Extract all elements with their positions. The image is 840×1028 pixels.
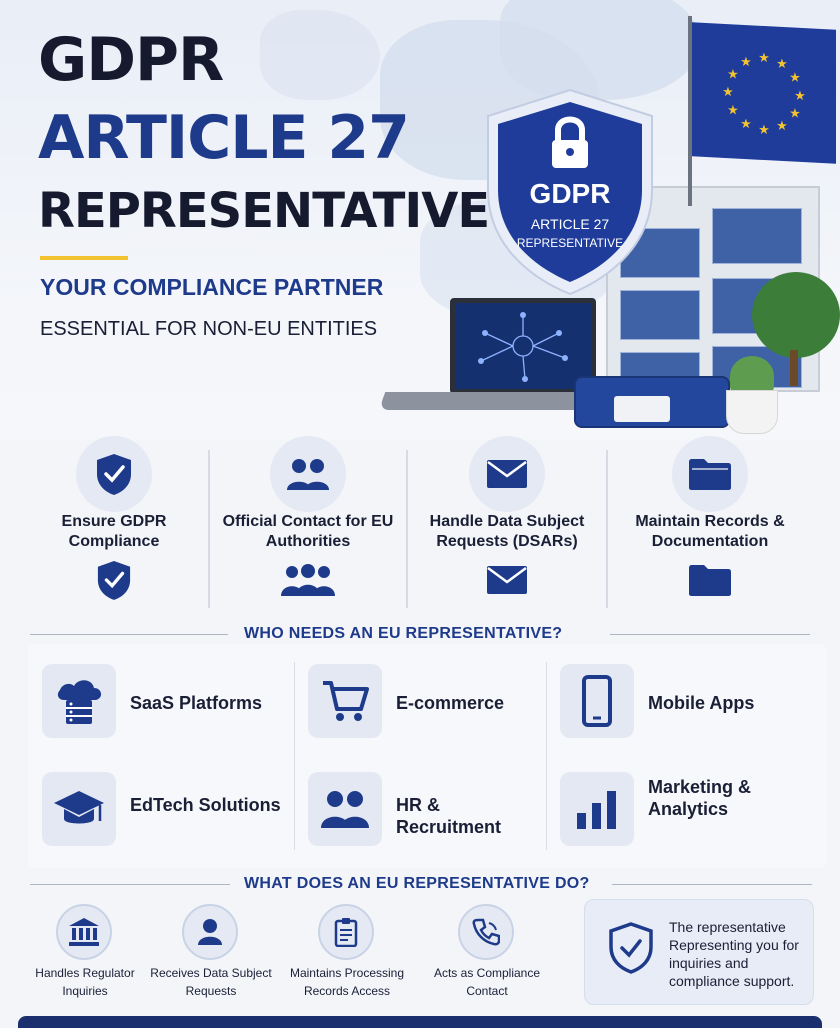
industry-edtech bbox=[42, 772, 282, 852]
duty-label: Receives Data Subject Requests bbox=[150, 966, 272, 998]
industry-label: EdTech Solutions bbox=[130, 795, 281, 815]
industry-saas bbox=[42, 664, 282, 744]
subtagline: ESSENTIAL FOR NON-EU ENTITIES bbox=[40, 318, 378, 340]
envelope-icon bbox=[485, 560, 529, 600]
what-does-title: WHAT DOES AN EU REPRESENTATIVE DO? bbox=[244, 875, 590, 892]
section-rule bbox=[30, 884, 230, 885]
people-icon bbox=[308, 772, 382, 846]
industry-ecommerce bbox=[308, 664, 538, 744]
feature-divider bbox=[606, 450, 608, 608]
folder-icon bbox=[672, 436, 748, 512]
svg-text:★: ★ bbox=[789, 70, 801, 86]
accent-divider bbox=[40, 256, 128, 260]
feature-compliance bbox=[14, 436, 214, 612]
representative-note bbox=[584, 899, 814, 1005]
phone-call-icon bbox=[458, 904, 514, 960]
footer-bar bbox=[18, 1016, 822, 1028]
phone-icon bbox=[560, 664, 634, 738]
industry-hr bbox=[308, 772, 548, 852]
binder-label bbox=[614, 396, 670, 422]
eu-flag bbox=[692, 22, 836, 164]
feature-records bbox=[610, 436, 810, 612]
feature-dsar bbox=[407, 436, 607, 612]
title-article-27: ARTICLE 27 bbox=[38, 103, 409, 173]
note-text: The representative Representing you for inquiries and compliance support. bbox=[669, 919, 799, 989]
tree bbox=[752, 272, 840, 358]
clipboard-icon bbox=[318, 904, 374, 960]
svg-text:★: ★ bbox=[727, 67, 739, 83]
feature-label: Ensure GDPR Compliance bbox=[61, 513, 167, 550]
svg-text:★: ★ bbox=[776, 118, 788, 135]
industry-marketing bbox=[560, 772, 800, 852]
bank-icon bbox=[56, 904, 112, 960]
svg-text:★: ★ bbox=[776, 56, 788, 73]
duty-label: Maintains Processing Records Access bbox=[289, 966, 405, 998]
group-icon bbox=[280, 560, 336, 600]
users-icon bbox=[270, 436, 346, 512]
industry-label: SaaS Platforms bbox=[130, 693, 263, 713]
industry-label: E-commerce bbox=[396, 693, 505, 713]
industry-mobile bbox=[560, 664, 800, 744]
svg-text:★: ★ bbox=[758, 122, 770, 139]
shield-subtitle-2: REPRESENTATIVE bbox=[516, 236, 624, 250]
shield-check-icon bbox=[96, 560, 132, 600]
envelope-icon bbox=[469, 436, 545, 512]
plant-pot bbox=[726, 390, 778, 434]
tree-trunk bbox=[790, 350, 798, 386]
feature-label: Official Contact for EU Authorities bbox=[222, 513, 394, 550]
shield-check-icon bbox=[76, 436, 152, 512]
industry-label: Mobile Apps bbox=[648, 693, 755, 713]
cloud-server-icon bbox=[42, 664, 116, 738]
section-rule bbox=[30, 634, 228, 635]
section-rule bbox=[610, 634, 810, 635]
industry-label: Marketing & Analytics bbox=[648, 777, 752, 819]
laptop-base bbox=[379, 392, 598, 410]
svg-text:★: ★ bbox=[758, 50, 770, 67]
title-gdpr: GDPR bbox=[38, 25, 224, 95]
graduation-cap-icon bbox=[42, 772, 116, 846]
section-rule bbox=[612, 884, 812, 885]
europe-map-shape bbox=[500, 0, 700, 100]
tagline: YOUR COMPLIANCE PARTNER bbox=[40, 274, 384, 300]
person-icon bbox=[182, 904, 238, 960]
europe-map-shape bbox=[260, 10, 380, 100]
svg-text:★: ★ bbox=[727, 103, 739, 119]
duty-label: Handles Regulator Inquiries bbox=[35, 966, 135, 998]
cart-icon bbox=[308, 664, 382, 738]
industry-label: HR & Recruitment bbox=[396, 795, 502, 837]
svg-text:★: ★ bbox=[740, 54, 752, 71]
shield-title: GDPR bbox=[529, 178, 611, 209]
feature-contact bbox=[208, 436, 408, 612]
panel-divider bbox=[294, 662, 295, 850]
duty-label: Acts as Compliance Contact bbox=[433, 966, 541, 998]
svg-text:★: ★ bbox=[722, 84, 734, 101]
shield-check-icon bbox=[609, 922, 653, 974]
folder-icon bbox=[688, 560, 732, 600]
svg-text:★: ★ bbox=[789, 106, 801, 122]
svg-text:★: ★ bbox=[740, 116, 752, 133]
feature-label: Maintain Records & Documentation bbox=[635, 513, 785, 550]
bar-chart-icon bbox=[560, 772, 634, 846]
svg-text:★: ★ bbox=[794, 88, 806, 105]
title-representative: REPRESENTATIVE bbox=[38, 183, 490, 239]
feature-label: Handle Data Subject Requests (DSARs) bbox=[429, 513, 585, 550]
shield-subtitle-1: ARTICLE 27 bbox=[530, 216, 610, 232]
who-needs-title: WHO NEEDS AN EU REPRESENTATIVE? bbox=[244, 625, 563, 642]
